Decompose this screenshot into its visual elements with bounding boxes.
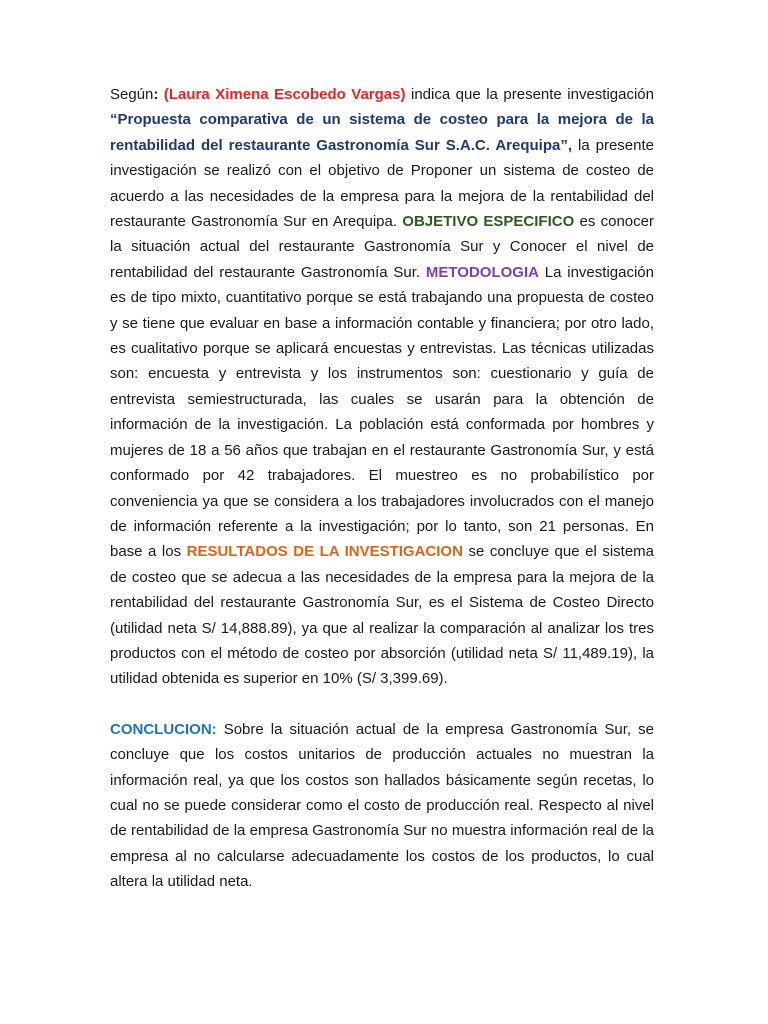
- conclusion-paragraph: [110, 717, 654, 895]
- intro-colon: :: [153, 86, 159, 103]
- conclusion-text: Sobre la situación actual de la empresa Gastronomía Sur, se concluye que los costos unitarios de producción actuales no muestran la información real, ya que los costos son hallados básicamente según recetas, lo cual no se puede considerar como el costo de producción real. Respecto al nivel de rentabilidad de la empresa Gastronomía Sur no muestra información real de la empresa al no calcularse adecuadamente los costos de los productos, lo cual altera la utilidad neta.: [110, 720, 654, 891]
- metodologia-heading: METODOLOGIA: [425, 263, 539, 281]
- document-page: [110, 82, 654, 895]
- research-title: “Propuesta comparativa de un sistema de costeo para la mejora de la rentabilidad del restaurante Gastronomía Sur S.A.C. Arequipa”,: [110, 111, 654, 154]
- resultados-heading: RESULTADOS DE LA INVESTIGACION: [186, 543, 463, 561]
- resultados-text: se concluye que el sistema de costeo que se adecua a las necesidades de la empresa para la mejora de la rentabilidad del restaurante Gastronomía Sur, es el Sistema de Costeo Directo (utilidad neta S/ 14,888.89), ya que al realizar la comparación al analizar los tres productos con el método de costeo por absorción (utilidad neta S/ 11,489.19), la utilidad obtenida es superior en 10% (S/ 3,399.69).: [110, 543, 654, 688]
- objetivo-text: es conocer la situación actual del restaurante Gastronomía Sur y Conocer el nivel de rentabilidad del restaurante Gastronomía Sur.: [110, 213, 654, 281]
- objetivo-heading: OBJETIVO ESPECIFICO: [402, 213, 575, 231]
- intro-text: Según: [110, 86, 154, 103]
- metodologia-text: La investigación es de tipo mixto, cuantitativo porque se está trabajando una propuesta de costeo y se tiene que evaluar en base a información contable y financiera; por otro lado, es cualitativo porque se aplicará encuestas y entrevistas. Las técnicas utilizadas son: encuesta y entrevista y los instrumentos son: cuestionario y guía de entrevista semiestructurada, las cuales se usarán para la obtención de información de la investigación. La población está conformada por hombres y mujeres de 18 a 56 años que trabajan en el restaurante Gastronomía Sur, y está conformado por 42 trabajadores. El muestreo es no probabilístico por conveniencia ya que se considera a los trabajadores involucrados con el manejo de información referente a la investigación; por lo tanto, son 21 personas. En base a los: [110, 263, 654, 561]
- conclusion-heading: CONCLUCION:: [110, 720, 217, 738]
- body-text-2: la presente investigación se realizó con el objetivo de Proponer un sistema de costeo de acuerdo a las necesidades de la empresa para la mejora de la rentabilidad del restaurante Gastronomía Sur en Arequipa.: [110, 136, 654, 231]
- body-text-1: indica que la presente investigación: [405, 86, 654, 103]
- summary-paragraph: [110, 82, 654, 692]
- author-name: (Laura Ximena Escobedo Vargas): [163, 86, 406, 103]
